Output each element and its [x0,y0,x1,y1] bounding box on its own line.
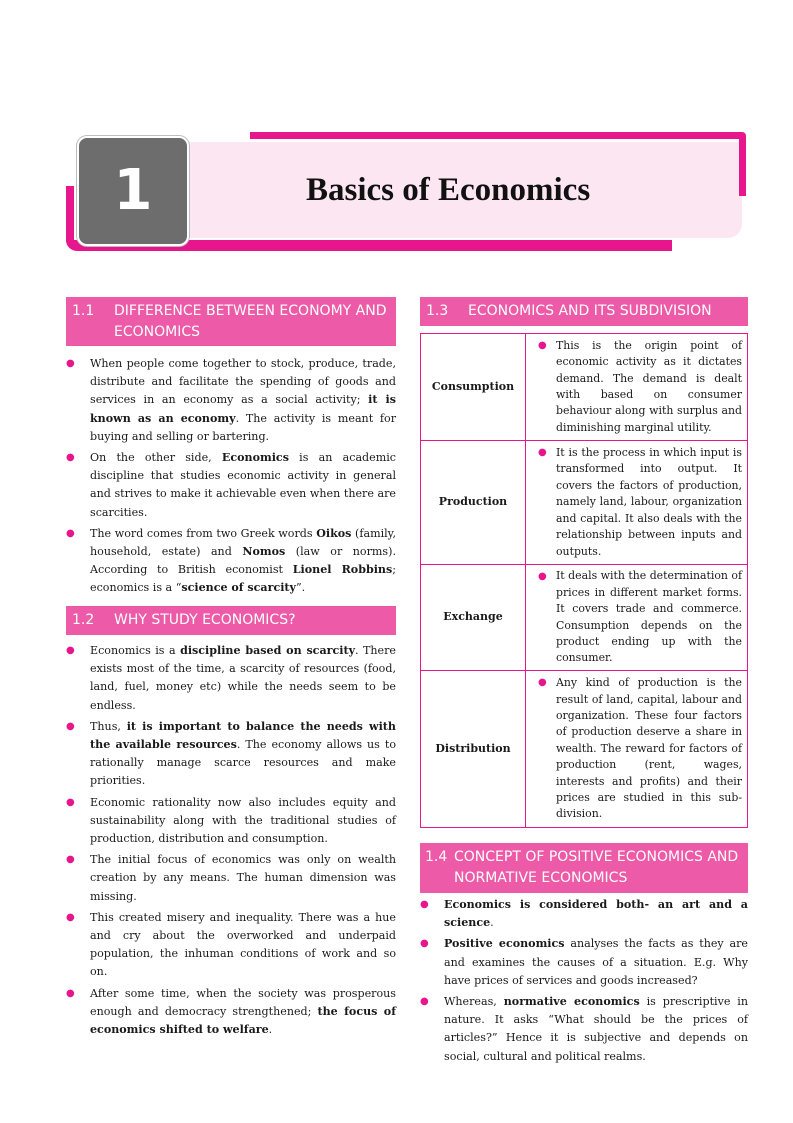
bullet-icon: ● [66,527,75,539]
list-item: ● This created misery and inequality. There was a hue and cry about the overworked and underpaid population, the inhuman conditions of work and so on. [66,910,396,979]
row-description: ● It deals with the determination of prices in different market forms. It covers trade and commerce. Consumption depends on the product ending up with the consumer. [526,565,748,671]
chapter-title: Basics of Economics [306,172,591,208]
bullet-icon: ● [66,452,75,464]
list-item: ● After some time, when the society was prosperous enough and democracy strengthened; the focus of economics shifted to welfare. [66,986,396,1037]
section-title: WHY STUDY ECONOMICS? [114,612,296,628]
section-1-4-list [420,896,748,1069]
section-heading-1-2 [66,606,396,635]
header-frame-left [66,186,74,248]
table-row [421,441,748,565]
section-title: DIFFERENCE BETWEEN ECONOMY AND ECONOMICS [114,303,387,340]
row-label: Distribution [421,671,526,828]
list-item: ● Economic rationality now also includes equity and sustainability along with the traditional studies of production, distribution and consumption. [66,795,396,846]
section-1-2-list [66,642,396,1042]
table-row [421,671,748,828]
list-item: ● The initial focus of economics was only on wealth creation by any means. The human dimension was missing. [66,853,396,903]
header-frame-right [739,132,746,196]
table-row [421,565,748,671]
bullet-icon: ● [538,447,547,458]
section-title: CONCEPT OF POSITIVE ECONOMICS AND NORMATIVE ECONOMICS [454,849,739,886]
section-number: 1.2 [72,612,95,628]
list-item: ● On the other side, Economics is an academic discipline that studies economic activity in general and strives to make it achievable even when there are scarcities. [66,451,397,519]
section-number: 1.3 [426,303,449,319]
bullet-icon: ● [538,340,547,351]
bullet-icon: ● [420,899,429,910]
bullet-icon: ● [420,996,429,1008]
section-heading-1-1 [66,297,396,346]
bullet-icon: ● [66,987,75,999]
section-heading-1-4 [420,843,748,893]
row-label: Production [421,441,526,565]
row-label: Exchange [421,565,526,671]
bullet-icon: ● [66,911,75,923]
bullet-icon: ● [420,938,429,950]
list-item: ● Positive economics analyses the facts as they are and examines the causes of a situation. E.g. Why have prices of services and goods increased? [420,937,748,987]
row-description: ● It is the process in which input is transformed into output. It covers the factors of production, namely land, labour, organization and capital. It also deals with the relationship between inputs and outputs. [526,441,748,565]
row-label: Consumption [421,334,526,441]
section-title: ECONOMICS AND ITS SUBDIVISION [468,303,712,319]
chapter-number-box [77,136,189,246]
section-number: 1.4 [425,849,448,865]
bullet-icon: ● [66,358,75,369]
bullet-icon: ● [66,796,75,808]
list-item: ● The word comes from two Greek words Oikos (family, household, estate) and Nomos (law or norms). According to British economist Lionel Robbins; economics is a “science of scarcity”. [66,526,397,595]
bullet-icon: ● [66,720,75,732]
section-1-1-list [66,355,396,601]
header-frame-top [250,132,746,139]
row-description: ● Any kind of production is the result of land, capital, labour and organization. These four factors of production deserve a share in wealth. The reward for factors of production (rent, wages, interests and profits) and their prices are studied in this sub-division. [526,671,748,828]
list-item: ● Thus, it is important to balance the needs with the available resources. The economy allows us to rationally manage scarce resources and make priorities. [66,719,396,788]
row-description: ● This is the origin point of economic activity as it dictates demand. The demand is dealt with based on consumer behaviour along with surplus and diminishing marginal utility. [526,334,748,441]
chapter-number: 1 [113,158,153,223]
subdivision-table [420,333,748,828]
table-row [421,334,748,441]
section-heading-1-3 [420,297,748,326]
bullet-icon: ● [538,677,547,688]
bullet-icon: ● [66,645,75,656]
list-item: ● Whereas, normative economics is prescriptive in nature. It asks “What should be the prices of articles?” Hence it is subjective and depends on social, cultural and political realms. [420,995,749,1063]
section-number: 1.1 [72,303,95,319]
list-item: ● When people come together to stock, produce, trade, distribute and facilitate the spending of goods and services in an economy as a social activity; it is known as an economy. The activity is meant for buying and selling or bartering. [66,357,396,443]
bullet-icon: ● [538,571,547,582]
list-item: ● Economics is considered both- an art and a science. [420,898,748,930]
bullet-icon: ● [66,854,75,866]
list-item: ● Economics is a discipline based on scarcity. There exists most of the time, a scarcity of resources (food, land, fuel, money etc) while the needs seem to be endless. [66,644,396,712]
